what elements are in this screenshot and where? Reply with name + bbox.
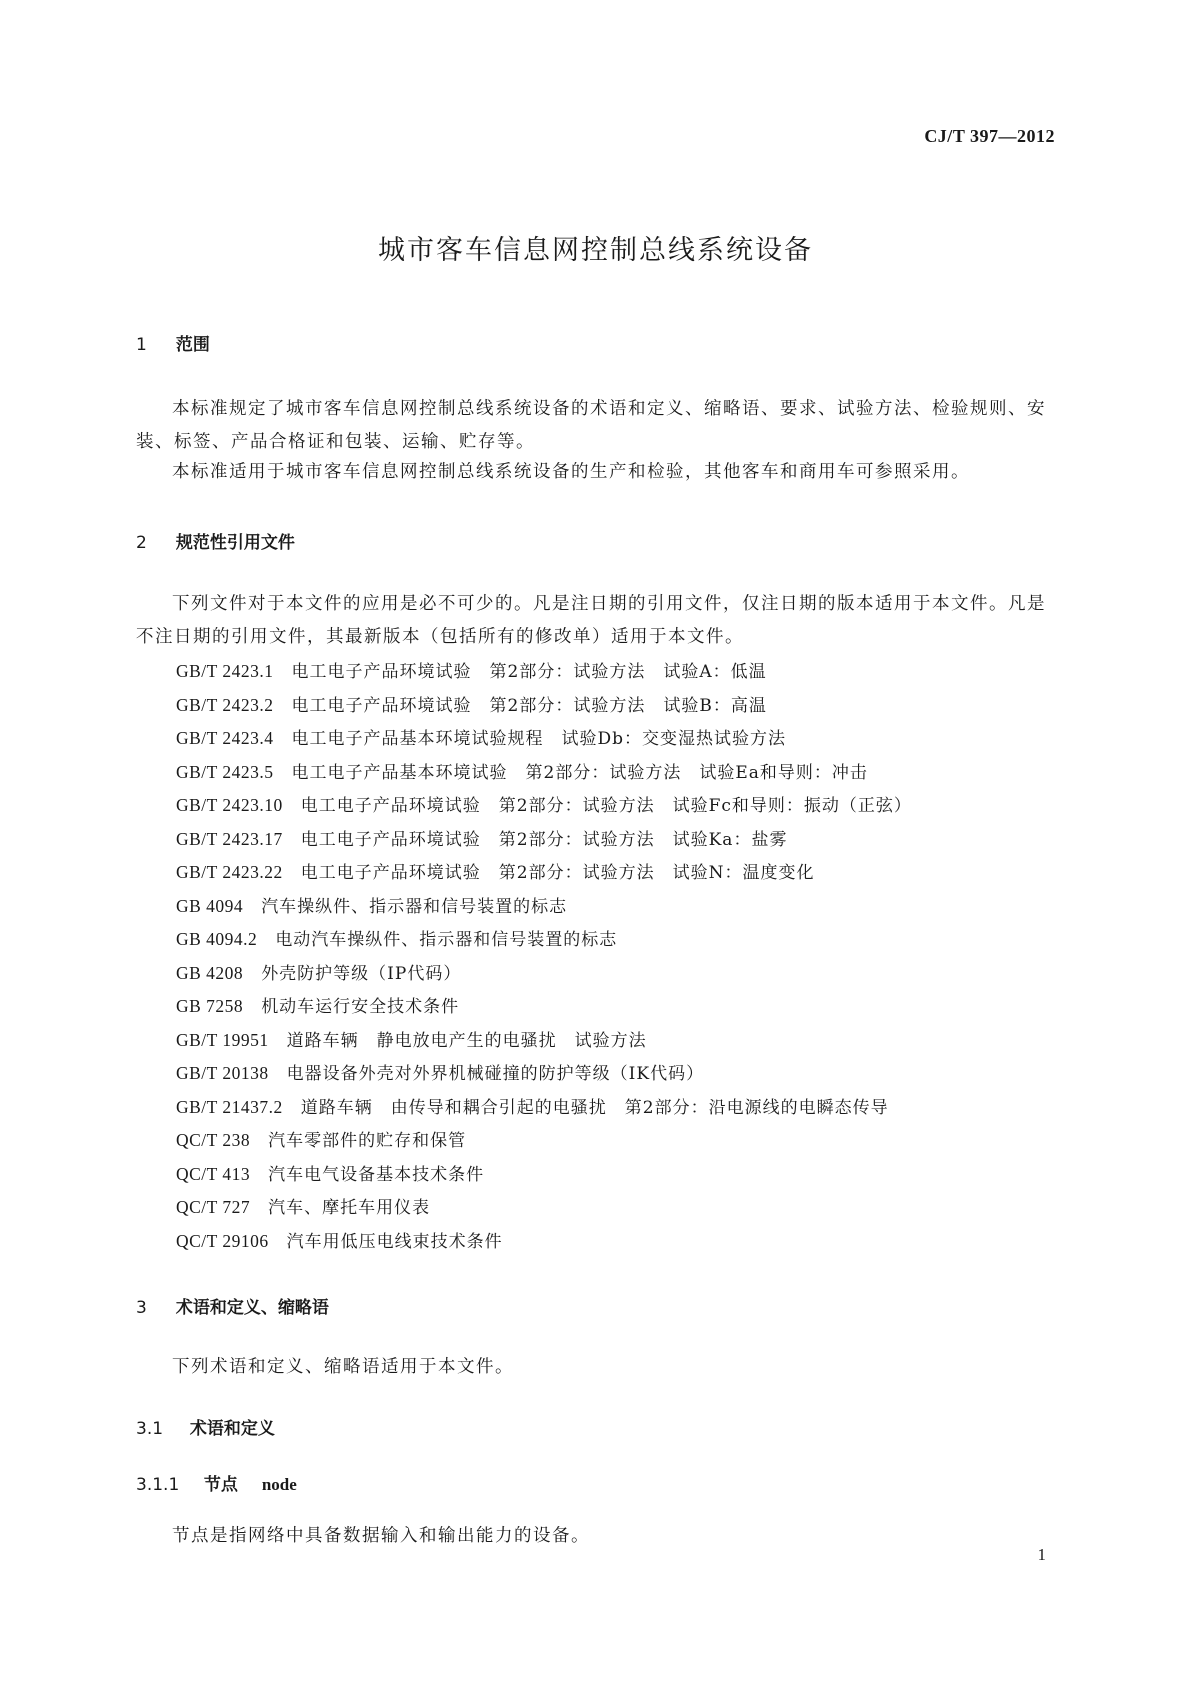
reference-item [176, 722, 912, 756]
reference-code: GB 7258 [176, 996, 244, 1016]
reference-title: 电器设备外壳对外界机械碰撞的防护等级（IK代码） [286, 1064, 705, 1084]
reference-title: 汽车电气设备基本技术条件 [268, 1164, 485, 1185]
reference-item [176, 689, 912, 723]
reference-title: 机动车运行安全技术条件 [261, 997, 460, 1017]
reference-title: 电工电子产品环境试验 第2部分：试验方法 试验Ka：盐雾 [300, 829, 788, 850]
reference-title: 电工电子产品环境试验 第2部分：试验方法 试验A：低温 [291, 662, 767, 682]
reference-item [176, 856, 912, 890]
reference-title: 电工电子产品环境试验 第2部分：试验方法 试验Fc和导则：振动（正弦） [300, 796, 912, 816]
section-2-intro: 下列文件对于本文件的应用是必不可少的。凡是注日期的引用文件，仅注日期的版本适用于本文件。凡是不注日期的引用文件，其最新版本（包括所有的修改单）适用于本文件。 [136, 594, 1046, 647]
reference-title: 汽车用低压电线束技术条件 [286, 1231, 503, 1252]
section-title: 规范性引用文件 [175, 533, 295, 553]
section-title: 范围 [175, 335, 210, 355]
term-chinese: 节点 [203, 1475, 238, 1495]
reference-code: GB/T 21437.2 [176, 1096, 283, 1117]
section-2-heading [136, 528, 295, 553]
reference-code: GB 4208 [176, 962, 244, 983]
section-1-heading [136, 330, 210, 355]
section-3-heading [136, 1293, 329, 1318]
subsection-number: 3.1 [136, 1419, 164, 1439]
reference-item [176, 1225, 912, 1259]
term-definition: 节点是指网络中具备数据输入和输出能力的设备。 [172, 1526, 590, 1546]
document-title: 城市客车信息网控制总线系统设备 [378, 235, 813, 266]
reference-code: QC/T 29106 [176, 1230, 269, 1251]
reference-code: QC/T 238 [176, 1130, 251, 1150]
reference-item [176, 890, 912, 924]
subsection-3-1-heading [136, 1414, 275, 1439]
reference-title: 电工电子产品基本环境试验 第2部分：试验方法 试验Ea和导则：冲击 [291, 762, 868, 783]
reference-item [176, 655, 912, 689]
subsection-3-1-1-heading [136, 1470, 297, 1495]
reference-code: GB/T 2423.17 [176, 828, 283, 849]
reference-item [176, 1124, 912, 1158]
reference-title: 外壳防护等级（IP代码） [261, 963, 462, 984]
reference-item [176, 1091, 912, 1125]
section-number: 3 [136, 1298, 147, 1318]
reference-code: GB/T 2423.5 [176, 761, 274, 782]
reference-item [176, 823, 912, 857]
reference-title: 电工电子产品环境试验 第2部分：试验方法 试验B：高温 [291, 695, 767, 716]
reference-code: GB/T 2423.1 [176, 661, 274, 681]
reference-code: GB/T 2423.2 [176, 694, 274, 715]
standard-code: CJ/T 397—2012 [924, 126, 1055, 146]
reference-item [176, 957, 912, 991]
subsection-number: 3.1.1 [136, 1475, 180, 1495]
reference-title: 汽车零部件的贮存和保管 [268, 1131, 467, 1151]
reference-title: 汽车操纵件、指示器和信号装置的标志 [261, 896, 568, 917]
section-3-intro: 下列术语和定义、缩略语适用于本文件。 [172, 1357, 514, 1377]
reference-code: GB 4094.2 [176, 929, 258, 949]
reference-code: QC/T 727 [176, 1197, 251, 1217]
normative-references-list [176, 655, 912, 1258]
reference-code: QC/T 413 [176, 1163, 251, 1184]
section-number: 2 [136, 533, 147, 553]
page-number: 1 [1037, 1545, 1046, 1564]
reference-item [176, 990, 912, 1024]
reference-item [176, 756, 912, 790]
reference-item [176, 1158, 912, 1192]
reference-item [176, 1191, 912, 1225]
reference-code: GB/T 19951 [176, 1029, 269, 1050]
section-title: 术语和定义、缩略语 [175, 1298, 329, 1318]
reference-title: 电工电子产品基本环境试验规程 试验Db：交变湿热试验方法 [291, 729, 787, 749]
reference-title: 电工电子产品环境试验 第2部分：试验方法 试验N：温度变化 [300, 863, 815, 883]
section-1-paragraph-2: 本标准适用于城市客车信息网控制总线系统设备的生产和检验，其他客车和商用车可参照采用。 [172, 462, 970, 482]
reference-code: GB/T 2423.10 [176, 795, 283, 815]
reference-code: GB/T 20138 [176, 1063, 269, 1083]
reference-item [176, 1024, 912, 1058]
reference-code: GB 4094 [176, 895, 244, 916]
reference-code: GB/T 2423.22 [176, 862, 283, 882]
reference-item [176, 789, 912, 823]
reference-title: 电动汽车操纵件、指示器和信号装置的标志 [275, 930, 618, 950]
reference-title: 道路车辆 由传导和耦合引起的电骚扰 第2部分：沿电源线的电瞬态传导 [300, 1097, 889, 1118]
section-1-paragraph-1: 本标准规定了城市客车信息网控制总线系统设备的术语和定义、缩略语、要求、试验方法、检验规则、安装、标签、产品合格证和包装、运输、贮存等。 [136, 399, 1046, 452]
reference-item [176, 923, 912, 957]
section-number: 1 [136, 335, 147, 355]
term-english: node [261, 1475, 297, 1494]
reference-item [176, 1057, 912, 1091]
reference-code: GB/T 2423.4 [176, 728, 274, 748]
reference-title: 道路车辆 静电放电产生的电骚扰 试验方法 [286, 1030, 647, 1051]
reference-title: 汽车、摩托车用仪表 [268, 1198, 431, 1218]
subsection-title: 术语和定义 [189, 1419, 275, 1439]
